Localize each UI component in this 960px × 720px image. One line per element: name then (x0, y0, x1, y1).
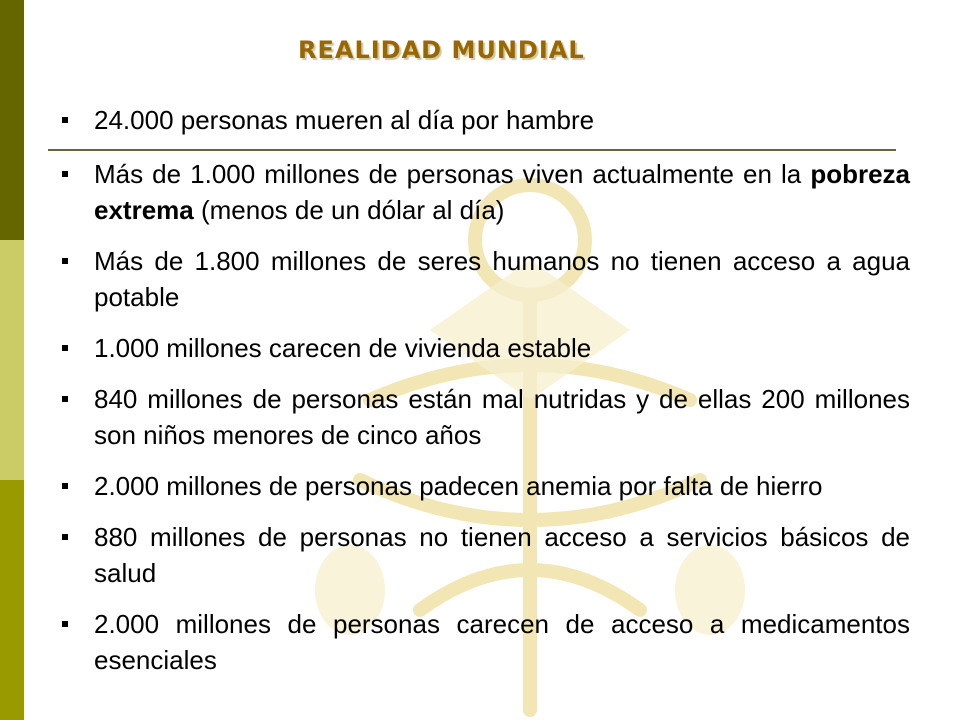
list-item (60, 243, 910, 315)
bullet-text: 2.000 millones de personas carecen de acceso a medicamentos esenciales (94, 609, 910, 675)
bullet-text-end: (menos de un dólar al día) (193, 195, 505, 225)
sidebar-stripe-bottom (0, 480, 24, 720)
bullet-text: 24.000 personas mueren al día por hambre (94, 105, 595, 135)
list-item (60, 381, 910, 453)
bullet-text-start: Más de 1.000 millones de personas viven actualmente en la (94, 159, 811, 189)
bullet-list (60, 102, 910, 693)
square-bullet-icon (62, 483, 68, 489)
list-item (60, 468, 910, 504)
list-item (60, 606, 910, 678)
bullet-text: 880 millones de personas no tienen acceso a servicios básicos de salud (94, 522, 910, 588)
square-bullet-icon (62, 621, 68, 627)
bullet-text-emphasis: pobreza extrema (94, 159, 910, 225)
square-bullet-icon (62, 117, 68, 123)
bullet-text: 2.000 millones de personas padecen anemia por falta de hierro (94, 471, 823, 501)
list-item (60, 156, 910, 228)
square-bullet-icon (62, 396, 68, 402)
sidebar-stripe-middle (0, 240, 24, 480)
square-bullet-icon (62, 534, 68, 540)
slide-title: REALIDAD MUNDIAL (298, 36, 585, 64)
bullet-text: 1.000 millones carecen de vivienda estable (94, 333, 592, 363)
list-item (60, 519, 910, 591)
bullet-text: Más de 1.800 millones de seres humanos no tienen acceso a agua potable (94, 246, 910, 312)
list-item (60, 330, 910, 366)
list-item (60, 102, 910, 138)
square-bullet-icon (62, 258, 68, 264)
sidebar-stripe-top (0, 0, 24, 240)
square-bullet-icon (62, 171, 68, 177)
square-bullet-icon (62, 345, 68, 351)
bullet-text: 840 millones de personas están mal nutridas y de ellas 200 millones son niños menores de cinco años (94, 384, 910, 450)
